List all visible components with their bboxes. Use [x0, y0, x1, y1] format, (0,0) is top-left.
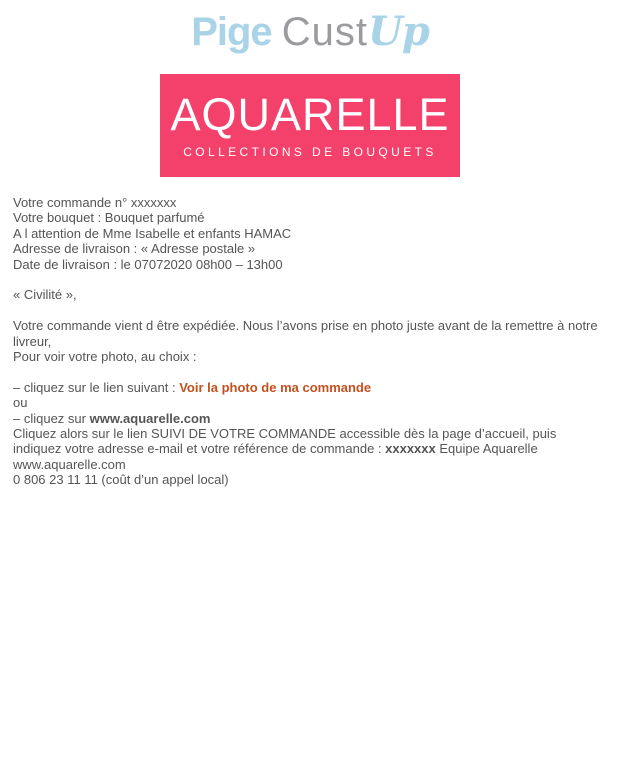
option1-prefix: – cliquez sur le lien suivant : [13, 379, 180, 395]
aquarelle-banner[interactable] [160, 74, 460, 177]
delivery-date-line: Date de livraison : le 07072020 08h00 – 13h00 [13, 256, 283, 272]
attention-line: A l attention de Mme Isabelle et enfants HAMAC [13, 225, 292, 241]
salutation-line: « Civilité », [13, 287, 77, 303]
shipping-notice-line2: livreur, [13, 333, 52, 349]
shipping-notice-line1: Votre commande vient d être expédiée. Nous l’avons prise en photo juste avant de la remettre à notre [13, 318, 598, 334]
order-details [13, 195, 607, 272]
instructions-line1: Cliquez alors sur le lien SUIVI DE VOTRE COMMANDE accessible dès la page d’accueil, puis [13, 426, 557, 442]
aquarelle-banner-subtitle: COLLECTIONS DE BOUQUETS [183, 145, 437, 159]
pige-custup-logo [0, 0, 620, 56]
instructions-prefix: indiquez votre adresse e-mail et votre référence de commande : [13, 441, 386, 457]
instructions-suffix: Equipe Aquarelle [435, 441, 538, 457]
logo-text-up: Up [367, 8, 429, 55]
or-line: ou [13, 395, 28, 411]
view-photo-link[interactable]: Voir la photo de ma commande [179, 379, 372, 395]
shipping-notice [13, 318, 607, 364]
aquarelle-website-link[interactable]: www.aquarelle.com [89, 410, 211, 426]
bouquet-line: Votre bouquet : Bouquet parfumé [13, 210, 205, 226]
aquarelle-banner-title: AQUARELLE [170, 89, 450, 140]
email-body [13, 195, 607, 488]
instructions-line2 [13, 441, 607, 456]
order-reference: xxxxxxx [385, 441, 436, 457]
option1-line [13, 380, 607, 395]
delivery-address-line: Adresse de livraison : « Adresse postale » [13, 241, 256, 257]
photo-options [13, 380, 607, 488]
logo-text-cust: Cust [281, 10, 368, 54]
photo-choice-line: Pour voir votre photo, au choix : [13, 349, 197, 365]
option2-prefix: – cliquez sur [13, 410, 90, 426]
order-number-line: Votre commande n° xxxxxxx [13, 195, 177, 210]
phone-line: 0 806 23 11 11 (coût d’un appel local) [13, 472, 229, 488]
logo-text-pige: Pige [191, 10, 272, 54]
option2-line [13, 411, 607, 426]
website-plain-line: www.aquarelle.com [13, 456, 126, 472]
